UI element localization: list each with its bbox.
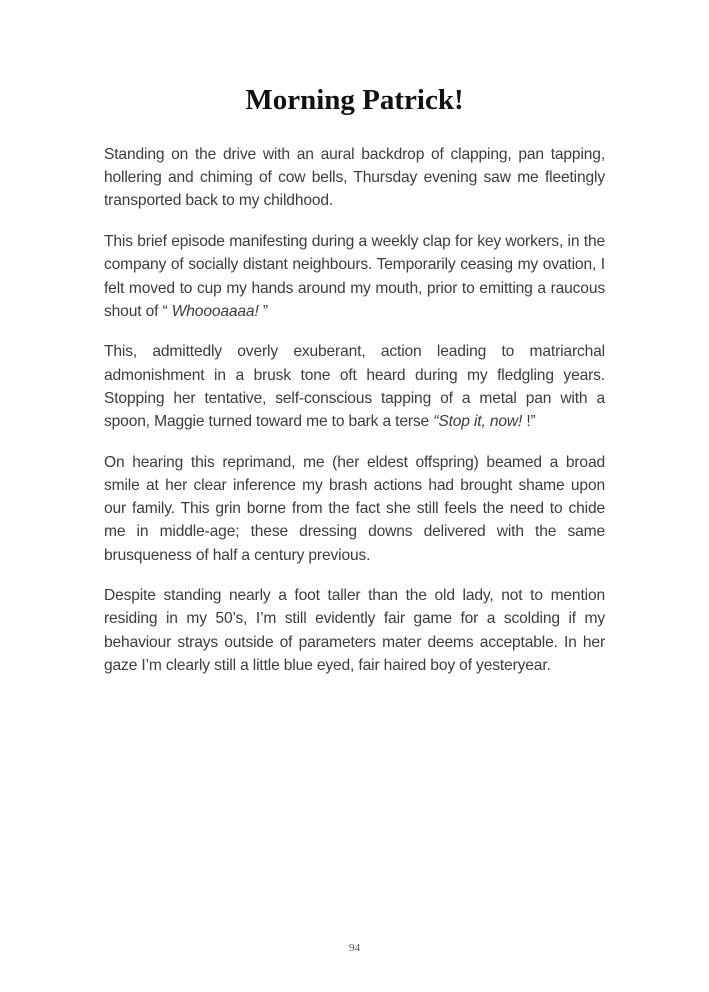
- paragraph-text: This, admittedly overly exuberant, action leading to matriarchal admonishment in a brusk tone oft heard during my fledgling years. Stopping her tentative, self-conscious tapping of a metal pan with a spoon, Maggie turned toward me to bark a terse: [104, 343, 605, 431]
- emphasized-quote: Whoooaaaa!: [171, 302, 259, 320]
- paragraph-4: [104, 451, 605, 567]
- paragraph-5: [104, 584, 605, 677]
- article-body: [104, 143, 605, 695]
- paragraph-3: [104, 340, 605, 433]
- paragraph-text-end: !”: [522, 413, 536, 431]
- paragraph-1: [104, 143, 605, 213]
- emphasized-quote: “Stop it, now!: [433, 413, 523, 431]
- paragraph-text: This brief episode manifesting during a weekly clap for key workers, in the company of socially distant neighbours. Temporarily ceasing my ovation, I felt moved to cup my hands around my mouth, prior to emitting a raucous shout of “: [104, 233, 605, 320]
- paragraph-text: Standing on the drive with an aural backdrop of clapping, pan tapping, hollering and chiming of cow bells, Thursday evening saw me fleetingly transported back to my childhood.: [104, 146, 605, 210]
- paragraph-text: Despite standing nearly a foot taller than the old lady, not to mention residing in my 50’s, I’m still evidently fair game for a scolding if my behaviour strays outside of parameters mater deems acceptable. In her gaze I’m clearly still a little blue eyed, fair haired boy of yesteryear.: [104, 587, 605, 674]
- paragraph-text: On hearing this reprimand, me (her eldest offspring) beamed a broad smile at her clear inference my brash actions had brought shame upon our family. This grin borne from the fact she still feels the need to chide me in middle-age; these dressing downs delivered with the same brusqueness of half a century previous.: [104, 453, 605, 564]
- page-title: Morning Patrick!: [245, 84, 464, 116]
- paragraph-2: [104, 230, 605, 323]
- paragraph-text-end: ”: [258, 302, 268, 320]
- page-number: 94: [349, 942, 360, 954]
